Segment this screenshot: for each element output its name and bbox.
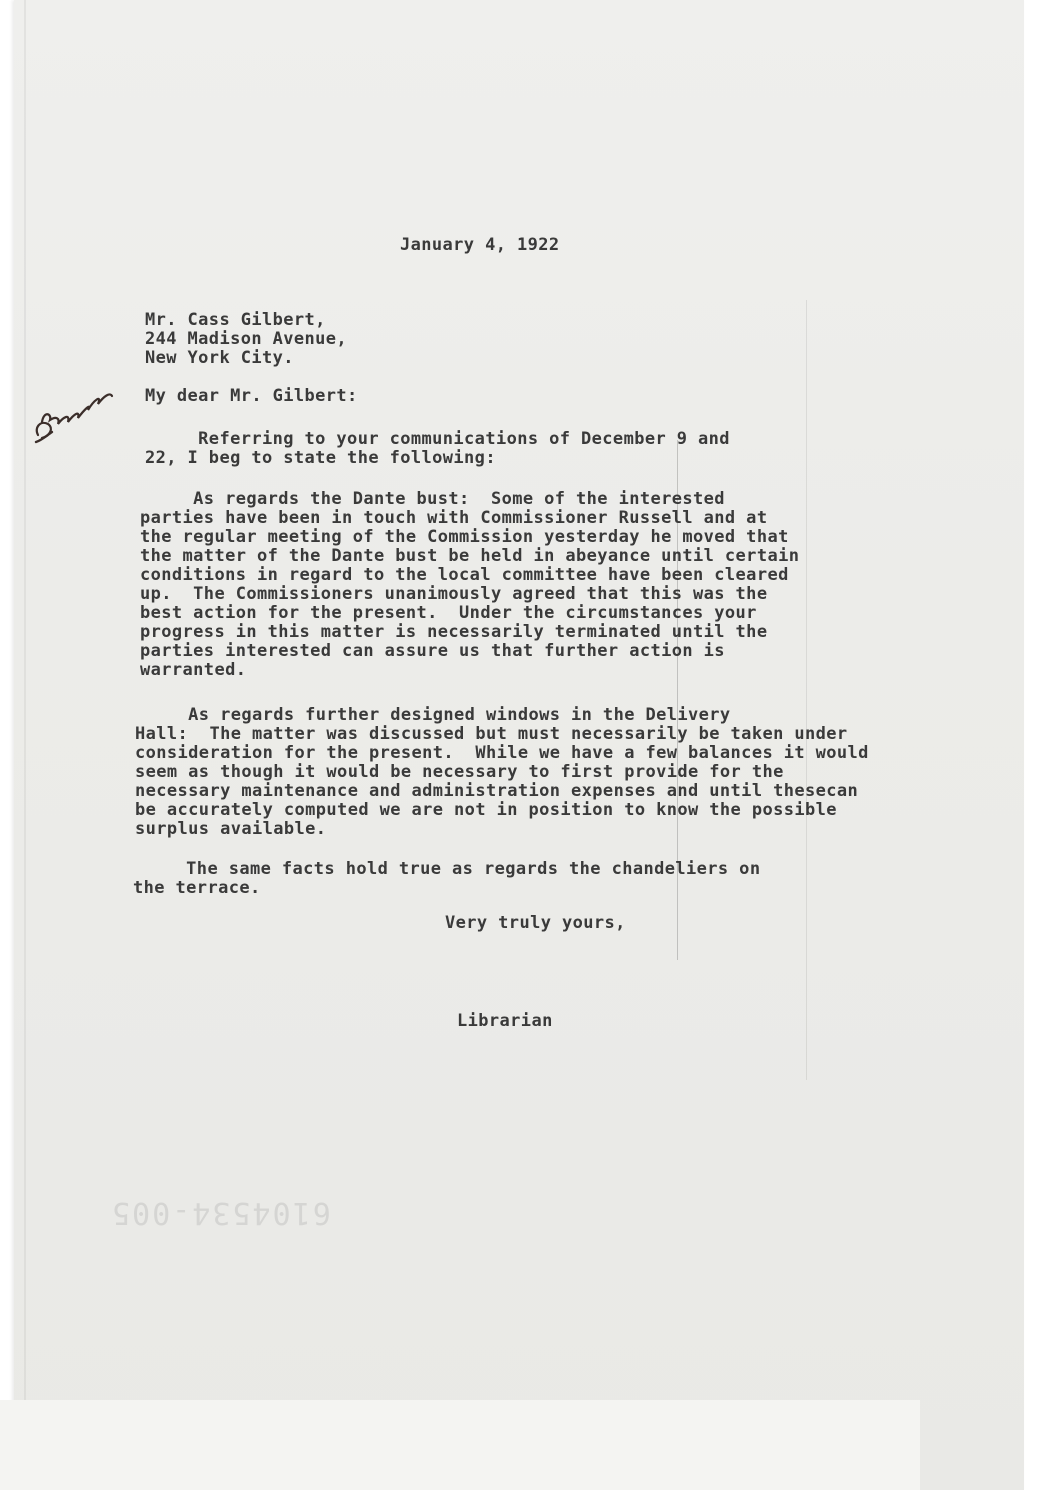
letter-date: January 4, 1922 bbox=[400, 235, 560, 255]
text-line: the regular meeting of the Commission yesterday he moved that bbox=[140, 527, 789, 547]
text-line: necessary maintenance and administration expenses and until thesecan bbox=[135, 781, 859, 801]
paragraph-3 bbox=[135, 706, 869, 839]
text-line: Hall: The matter was discussed but must necessarily be taken under bbox=[135, 724, 848, 744]
address-line: Mr. Cass Gilbert, bbox=[145, 310, 326, 330]
handwritten-initials-icon bbox=[30, 380, 120, 450]
text-line: progress in this matter is necessarily terminated until the bbox=[140, 622, 768, 642]
text-line: the terrace. bbox=[133, 878, 261, 898]
address-line: 244 Madison Avenue, bbox=[145, 329, 348, 349]
text-line: The same facts hold true as regards the chandeliers on bbox=[133, 859, 761, 879]
page-bottom-strip bbox=[0, 1400, 920, 1490]
text-line: the matter of the Dante bust be held in abeyance until certain bbox=[140, 546, 800, 566]
salutation: My dear Mr. Gilbert: bbox=[145, 386, 358, 406]
page-edge-shadow bbox=[24, 0, 26, 1400]
paragraph-4 bbox=[133, 860, 760, 898]
address-line: New York City. bbox=[145, 348, 294, 368]
text-line: up. The Commissioners unanimously agreed that this was the bbox=[140, 584, 768, 604]
text-line: parties interested can assure us that further action is bbox=[140, 641, 725, 661]
text-line: consideration for the present. While we have a few balances it would bbox=[135, 743, 869, 763]
paragraph-2 bbox=[140, 490, 799, 680]
text-line: seem as though it would be necessary to first provide for the bbox=[135, 762, 784, 782]
recipient-address bbox=[145, 311, 347, 368]
text-line: As regards the Dante bust: Some of the interested bbox=[140, 489, 725, 509]
archive-stamp: 6104534-005 bbox=[110, 1195, 331, 1230]
closing: Very truly yours, bbox=[445, 913, 626, 933]
text-line: best action for the present. Under the circumstances your bbox=[140, 603, 757, 623]
text-line: parties have been in touch with Commissioner Russell and at bbox=[140, 508, 768, 528]
signature: Librarian bbox=[457, 1011, 553, 1031]
text-line: Referring to your communications of December 9 and bbox=[145, 429, 730, 449]
paper-crease bbox=[806, 300, 807, 1080]
text-line: be accurately computed we are not in position to know the possible bbox=[135, 800, 837, 820]
text-line: warranted. bbox=[140, 660, 247, 680]
text-line: surplus available. bbox=[135, 819, 327, 839]
text-line: As regards further designed windows in the Delivery bbox=[135, 705, 731, 725]
paragraph-1 bbox=[145, 430, 730, 468]
text-line: conditions in regard to the local committee have been cleared bbox=[140, 565, 789, 585]
text-line: 22, I beg to state the following: bbox=[145, 448, 496, 468]
